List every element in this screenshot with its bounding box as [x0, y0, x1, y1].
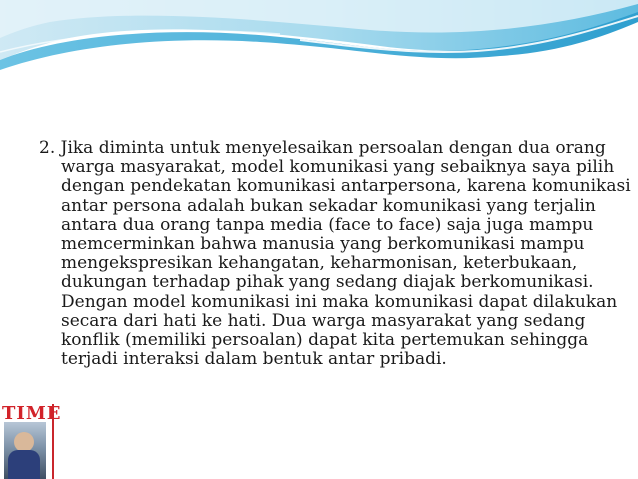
cover-person-body [8, 450, 40, 479]
time-masthead: TIME [2, 403, 62, 424]
body-paragraph: 2. Jika diminta untuk menyelesaikan persoalan dengan dua orang warga masyarakat, model komunikasi yang sebaiknya saya pilih dengan pendekatan komunikasi antarpersona, karena komunikasi antar persona adalah bukan sekadar komunikasi yang terjalin antara dua orang tanpa media (face to face) saja juga mampu memcerminkan bahwa manusia yang berkomunikasi mampu mengekspresikan kehangatan, keharmonisan, keterbukaan, dukungan terhadap pihak yang sedang diajak berkomunikasi. Dengan model komunikasi ini maka komunikasi dapat dilakukan secara dari hati ke hati. Dua warga masyarakat yang sedang konflik (memiliki persoalan) dapat kita pertemukan sehingga terjadi interaksi dalam bentuk antar pribadi. [39, 138, 631, 370]
header-wave-decoration [0, 0, 638, 72]
cover-person-head [14, 432, 34, 452]
time-magazine-thumbnail [0, 403, 62, 479]
